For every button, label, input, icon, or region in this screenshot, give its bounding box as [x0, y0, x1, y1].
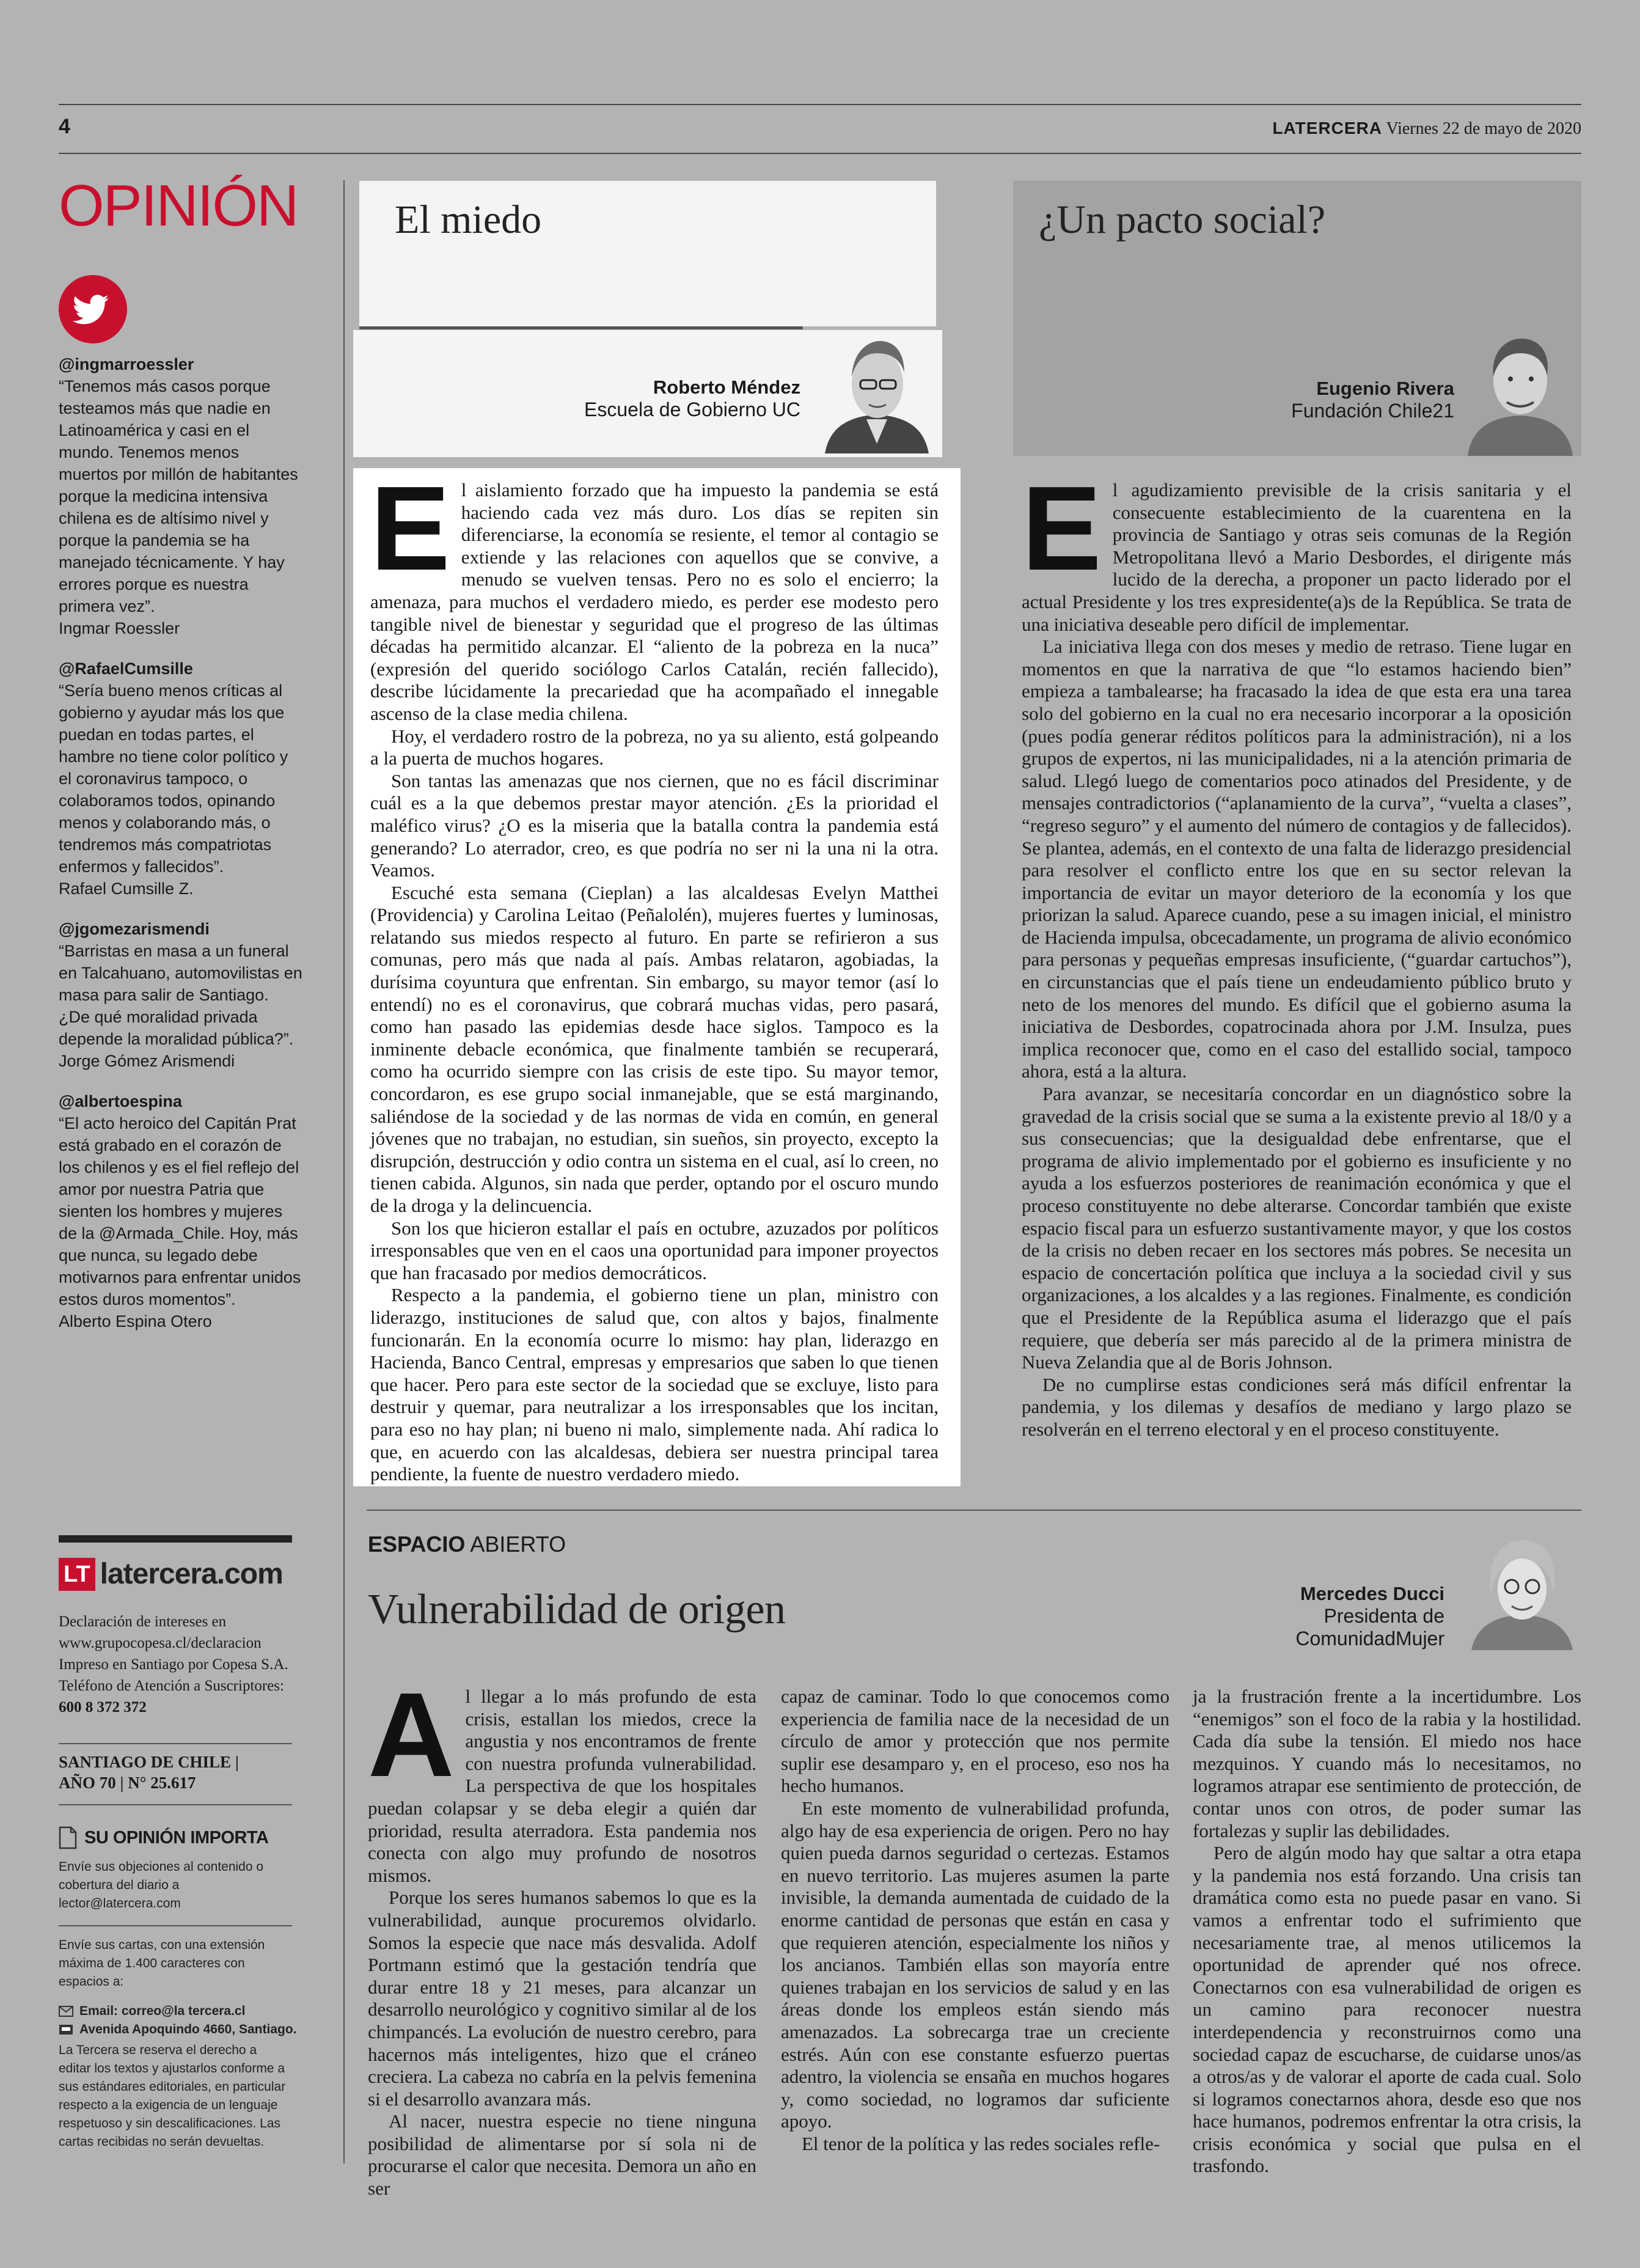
twitter-icon: [59, 275, 127, 343]
article3-paragraph: capaz de caminar. Todo lo que conocemos como experiencia de familia nace de la necesidad de un círculo de amor y protección que nos permite suplir ese desamparo y, en el proceso, eso nos ha hecho humanos.: [781, 1686, 1170, 1797]
article2-affiliation: Fundación Chile21: [1291, 400, 1454, 422]
contact-lines: [59, 2002, 297, 2039]
issue-date: Viernes 22 de mayo de 2020: [1386, 119, 1581, 138]
article2-paragraph: La iniciativa llega con dos meses y medio de retraso. Tiene lugar en momentos en que la narrativa de que “lo estamos haciendo bien” empieza a tambalearse; ha fracasado la idea de que esta era una tarea solo del gobierno en la cual no era necesario incorporar a la oposición (pues podía generar réditos políticos para la administración), ni a los grupos de expertos, ni las municipalidades, ni a la atención primaria de salud. Llegó luego de comentarios poco atinados del Presidente, y de mensajes contradictorios (“aplanamiento de la curva”, “vuelta a clases”, “regreso seguro” y el aumento del número de contagios y de fallecidos). Se plantea, además, en el contexto de una falta de liderazgo presidencial para resolver el conflicto entre los que en su sector relevan la importancia de evitar un mayor deterioro de la economía y los que priorizan la salud. Aparece cuando, pese a su imagen inicial, el ministro de Hacienda impulsa, obcecadamente, un programa de alivio económico para personas y pequeñas empresas insuficiente, (“guardar cartuchos”), en circunstancias que el país tiene un endeudamiento público bruto y neto de los menores del mundo. Es difícil que el gobierno asuma la iniciativa de Desbordes, copatrocinada ahora por J.M. Insulza, pues implica reconocer que, como en el caso del estallido social, tampoco ahora, está a la altura.: [1022, 636, 1572, 1082]
article1-avatar: [819, 328, 935, 453]
article2-paragraph: l agudizamiento previsible de la crisis sanitaria y el consecuente establecimiento de la cuarentena en la provincia de Santiago y otras seis comunas de la Región Metropolitana llevó a Mario Desbordes, el dirigente más lucido de la derecha, a proponer un pacto liderado por el actual Presidente y los tres expresidente(a)s de la República. Se trata de una iniciativa deseable pero difícil de implementar.: [1022, 479, 1572, 635]
article3-paragraph: l llegar a lo más profundo de esta crisis, estallan los miedos, crece la angustia y nos encontramos de frente con nuestra profunda vulnerabilidad. La perspectiva de que los hospitales puedan colapsar y se deba elegir a quién dar prioridad, resulta aterradora. Esta pandemia nos conecta con algo muy profundo de nosotros mismos.: [368, 1686, 756, 1886]
article3-col1: [368, 1668, 756, 2200]
article1-paragraph: Son tantas las amenazas que nos ciernen, que no es fácil discriminar cuál es a la que debemos prestar mayor atención. ¿Es la prioridad el maléfico virus? ¿O es la miseria que la batalla contra la pandemia está generando? Lo aterrador, creo, es que podría no ser ni la una ni la otra. Veamos.: [370, 769, 939, 881]
header-masthead: [1272, 119, 1581, 139]
article3-dropcap: A: [368, 1668, 455, 1802]
tweet-item: [59, 658, 303, 900]
article2-author: Eugenio Rivera: [1316, 378, 1454, 399]
address-row: [59, 2020, 297, 2039]
article3-author: Mercedes Ducci: [1300, 1583, 1444, 1604]
tweet-handle[interactable]: @jgomezarismendi: [59, 920, 210, 938]
editor-note: La Tercera se reserva el derecho a editar los textos y ajustarlos conforme a sus estándares editoriales, en particular respecto a la exigencia de un lenguaje respetuoso y sin descalificaciones. Las cartas recibidas no serán devueltas.: [59, 2043, 286, 2149]
address-line: Avenida Apoquindo 4660, Santiago.: [79, 2022, 297, 2036]
article3-title: Vulnerabilidad de origen: [368, 1586, 786, 1633]
tweet-handle[interactable]: @albertoespina: [59, 1092, 182, 1110]
article2-title: ¿Un pacto social?: [1039, 197, 1326, 242]
mailbox-icon: [59, 2024, 73, 2035]
article2-body: [1022, 461, 1572, 1441]
article3-paragraph: El tenor de la política y las redes sociales refle-: [802, 2132, 1160, 2154]
letters-text: Envíe sus cartas, con una extensión máxima de 1.400 caracteres con espacios a:: [59, 1938, 265, 1989]
article2-byline: [1039, 378, 1454, 422]
tweet-handle[interactable]: @ingmarroessler: [59, 355, 194, 373]
sidebar-divider: [343, 180, 345, 2163]
espacio-abierto-rule: [367, 1510, 1581, 1511]
tweet-author: Rafael Cumsille Z.: [59, 879, 194, 898]
document-icon: [59, 1826, 77, 1849]
subscriber-phone: 600 8 372 372: [59, 1699, 147, 1716]
envelope-icon: [59, 2006, 73, 2017]
opinion-title: SU OPINIÓN IMPORTA: [84, 1827, 269, 1848]
tweet-text: “El acto heroico del Capitán Prat está grabado en el corazón de los chilenos y es el fiel reflejo del amor por nuestra Patria que sienten los hombres y mujeres de la @Armada_Chile. Hoy, más que nunca, su legado debe motivarnos para enfrentar unidos estos duros momentos”.: [59, 1114, 301, 1308]
opinion-text: Envíe sus objeciones al contenido o cobertura del diario a lector@latercera.com: [59, 1860, 264, 1910]
article3-byline: [1161, 1583, 1444, 1650]
site-block-rule: [59, 1535, 292, 1543]
article2-avatar: [1463, 321, 1578, 456]
kicker-light: ABIERTO: [470, 1532, 566, 1557]
site-logo[interactable]: [59, 1557, 283, 1591]
tweet-item: [59, 353, 303, 639]
article3-col2: [781, 1686, 1170, 2155]
article3-avatar: [1464, 1528, 1580, 1650]
article3-paragraph: Pero de algún modo hay que saltar a otra etapa y la pandemia nos está forzando. Una crisis tan dramática como esta no puede pasar en vano. Si vamos a enfrentar todo el sufrimiento que necesariamente trae, al menos utilicemos la oportunidad de aprender qué nos ofrece. Conectarnos con esa vulnerabilidad de origen es un camino para reconocer nuestra interdependencia y reconstruirnos como una sociedad capaz de escucharse, de cuidarse unos/as a otros/as y de valorar el aporte de cada cual. Solo si logramos conectarnos ahora, desde eso que nos hace humanos, podremos enfrentar la otra crisis, la crisis económica y social que pulsa en el trasfondo.: [1193, 1842, 1581, 2177]
article1-title: El miedo: [395, 197, 542, 242]
article1-byline: [428, 376, 800, 421]
article3-affiliation-2: ComunidadMujer: [1295, 1628, 1444, 1650]
tweet-author: Alberto Espina Otero: [59, 1312, 212, 1330]
header-top-rule: [59, 104, 1581, 105]
brand-name: LATERCERA: [1272, 119, 1383, 138]
site-name: latercera.com: [100, 1558, 283, 1590]
article1-author: Roberto Méndez: [653, 376, 800, 398]
article3-paragraph: Porque los seres humanos sabemos lo que es la vulnerabilidad, aunque procuremos olvidarlo. Somos la especie que nace más desvalida. Adolf Portmann estimó que la gestación tendría que durar entre 18 y 21 meses, para alcanzar un desarrollo neurológico y cognitivo similar al de los chimpancés. La evolución de nuestro cerebro, para hacernos más inteligentes, hizo que el cráneo creciera. La cabeza no cabría en la pelvis femenina si el desarrollo avanzara más.: [368, 1887, 756, 2110]
article3-col3: [1193, 1686, 1581, 2178]
article1-paragraph: Son los que hicieron estallar el país en octubre, azuzados por políticos irresponsables que ven en el caos una oportunidad para imponer proyectos que han fracasado por medios democráticos.: [370, 1217, 939, 1283]
issue-info-divider: [59, 1804, 292, 1805]
page-number: 4: [59, 115, 70, 138]
article1-dropcap: E: [370, 461, 450, 595]
tweet-author: Jorge Gómez Arismendi: [59, 1052, 235, 1070]
article1-paragraph: l aislamiento forzado que ha impuesto la pandemia se está haciendo cada vez más duro. Los días se repiten sin diferenciarse, la economía se resiente, el temor al contagio se extiende y las relaciones con aquellos que se convive, a menudo se vuelven tensas. Pero no es solo el encierro; la amenaza, para muchos el verdadero miedo, es perder ese modesto pero tangible nivel de bienestar y seguridad que el progreso de las últimas décadas ha permitido alcanzar. El “aliento de la pobreza en la nuca” (expresión del querido sociólogo Carlos Catalán, recién fallecido), describe lúcidamente la precariedad que ha acompañado el innegable ascenso de la clase media chilena.: [370, 479, 939, 724]
tweet-text: “Tenemos más casos porque testeamos más que nadie en Latinoamérica y casi en el mundo. Tenemos menos muertos por millón de habitantes porque la medicina intensiva chilena es de altísimo nivel y porque la pandemia se ha manejado técnicamente. Y hay errores porque es nuestra primera vez”.: [59, 377, 298, 615]
email-row[interactable]: [59, 2002, 297, 2020]
article2-paragraph: Para avanzar, se necesitaría concordar en un diagnóstico sobre la gravedad de la crisis social que se suma a la existente previo al 18/0 y a sus consecuencias; que la desigualdad debe enfrentarse, que el programa de alivio implementado por el gobierno es insuficiente y no ayuda a los esfuerzos posteriores de reanimación económica y que el proceso constituyente no debe alterarse. Concordar también que existe espacio fiscal para un esfuerzo sustantivamente mayor, y que los costos de la crisis no deben recaer en los sectores más pobres. Se necesita un espacio de concertación política que incluya a la sociedad civil y sus organizaciones, a los alcaldes y a las regiones. Finalmente, es condición que el Presidente de la República asuma el liderazgo que el país requiere, que debería ser más parecido al de la primera ministra de Nueva Zelandia que al de Boris Johnson.: [1022, 1083, 1572, 1373]
article1-paragraph: Escuché esta semana (Cieplan) a las alcaldesas Evelyn Matthei (Providencia) y Carolina Leitao (Peñalolén), mujeres fuertes y luminosas, relatando sus miedos respecto al futuro. En parte se refirieron a sus comunas, pero más que nada al país. Ambas relataron, agobiadas, la durísima coyuntura que enfrentan. Sin embargo, su mayor temor (así lo entendí) no es el coronavirus, que cobrará muchas vidas, pero pasará, como han pasado las epidemias desde hace siglos. Tampoco es la inminente debacle económica, que finalmente también se recuperará, como ha ocurrido siempre con las crisis de este tipo. Su mayor temor, concordaron, es ese grupo social inmanejable, que se está marginando, saliéndose de la sociedad y de las normas de vida en común, en general jóvenes que no trabajan, no estudian, sin sueños, sin proyecto, excepto la disrupción, destrucción y odio contra un sistema en el cual, así lo creen, no tienen cabida. Algunos, sin nada que perder, optando por el oscuro mundo de la droga y la delincuencia.: [370, 881, 939, 1216]
disclosure-block: [59, 1611, 297, 1718]
site-logo-mark: LT: [59, 1558, 95, 1591]
article1-paragraph: Respecto a la pandemia, el gobierno tiene un plan, ministro con liderazgo, instituciones de salud que, con altos y bajos, finalmente funcionarán. En la economía ocurre lo mismo: hay plan, liderazgo en Hacienda, Banco Central, empresas y empresarios que saben lo que tienen que hacer. Pero para este sector de la sociedad que se excluye, listo para destruir y quemar, para neutralizar a los irresponsables que los incitan, para eso no hay plan; ni bueno ni malo, simplemente nada. Ahí radica lo que, en acuerdo con las alcaldesas, debiera ser nuestra principal tarea pendiente, la fuente de nuestro verdadero miedo.: [370, 1284, 939, 1485]
opinion-header: [59, 1826, 268, 1849]
article3-affiliation-1: Presidenta de: [1323, 1605, 1444, 1627]
email-line: Email: correo@la tercera.cl: [79, 2004, 246, 2018]
year-issue: AÑO 70 | N° 25.617: [59, 1774, 196, 1792]
article1-paragraph: Hoy, el verdadero rostro de la pobreza, no ya su aliento, está golpeando a la puerta de muchos hogares.: [370, 725, 939, 769]
kicker-bold: ESPACIO: [368, 1532, 466, 1557]
tweet-handle[interactable]: @RafaelCumsille: [59, 659, 193, 678]
tweet-list: [59, 353, 303, 1351]
tweet-author: Ingmar Roessler: [59, 619, 180, 637]
opinion-divider: [59, 1925, 292, 1926]
article3-paragraph: En este momento de vulnerabilidad profunda, algo hay de esa experiencia de origen. Pero no hay quien pueda darnos seguridad o certezas. Estamos en nuevo territorio. Las mujeres asumen la parte invisible, la demanda aumentada de cuidado de la enorme cantidad de personas que están en casa y que requieren atención, especialmente los niños y los ancianos. También ellas son mayoría entre quienes trabajan en los servicios de salud y en las áreas donde los empleos están siendo más amenazados. La sobrecarga trae un creciente estrés. Aún con ese constante esfuerzo puertas adentro, la violencia se ensaña en muchos hogares y, como sociedad, no logramos dar suficiente apoyo.: [781, 1797, 1170, 2132]
disclosure-text: Declaración de intereses en www.grupocopesa.cl/declaracion Impreso en Santiago por Copesa S.A. Teléfono de Atención a Suscriptores:: [59, 1613, 288, 1694]
article3-paragraph: ja la frustración frente a la incertidumbre. Los “enemigos” son el foco de la rabia y la hostilidad. Cada día sube la tensión. El miedo nos hace mezquinos. Y cuando más lo necesitamos, no logramos atrapar ese sentimiento de protección, de contar unos con otros, de poder sumar las fortalezas y suplir las debilidades.: [1193, 1686, 1581, 1841]
section-title: OPINIÓN: [59, 173, 298, 238]
article3-kicker: [368, 1532, 566, 1557]
issue-info: [59, 1752, 239, 1793]
article1-affiliation: Escuela de Gobierno UC: [584, 398, 800, 420]
site-block-divider: [59, 1743, 292, 1744]
article2-paragraph: De no cumplirse estas condiciones será más difícil enfrentar la pandemia, y los dilemas y desafíos de mediano y largo plazo se resolverán en el terreno electoral y en el proceso constituyente.: [1022, 1373, 1572, 1440]
tweet-item: [59, 1090, 303, 1332]
city-line: SANTIAGO DE CHILE |: [59, 1753, 239, 1771]
article3-paragraph: Al nacer, nuestra especie no tiene ninguna posibilidad de alimentarse por sí sola ni de procurarse el calor que necesita. Demora un año en ser: [368, 2110, 756, 2200]
article1-body: [370, 461, 939, 1486]
tweet-text: “Sería bueno menos críticas al gobierno y ayudar más los que puedan en todas partes, el hambre no tiene color político y el coronavirus tampoco, o colaboramos todos, opinando menos y colaborando más, o tendremos más compatriotas enfermos y fallecidos”.: [59, 681, 288, 876]
article2-dropcap: E: [1022, 461, 1102, 595]
header-bottom-rule: [59, 153, 1581, 154]
article1-title-rule: [359, 326, 803, 329]
tweet-item: [59, 918, 303, 1072]
tweet-text: “Barristas en masa a un funeral en Talcahuano, automovilistas en masa para salir de Santiago. ¿De qué moralidad privada depende la moralidad pública?”.: [59, 942, 302, 1048]
